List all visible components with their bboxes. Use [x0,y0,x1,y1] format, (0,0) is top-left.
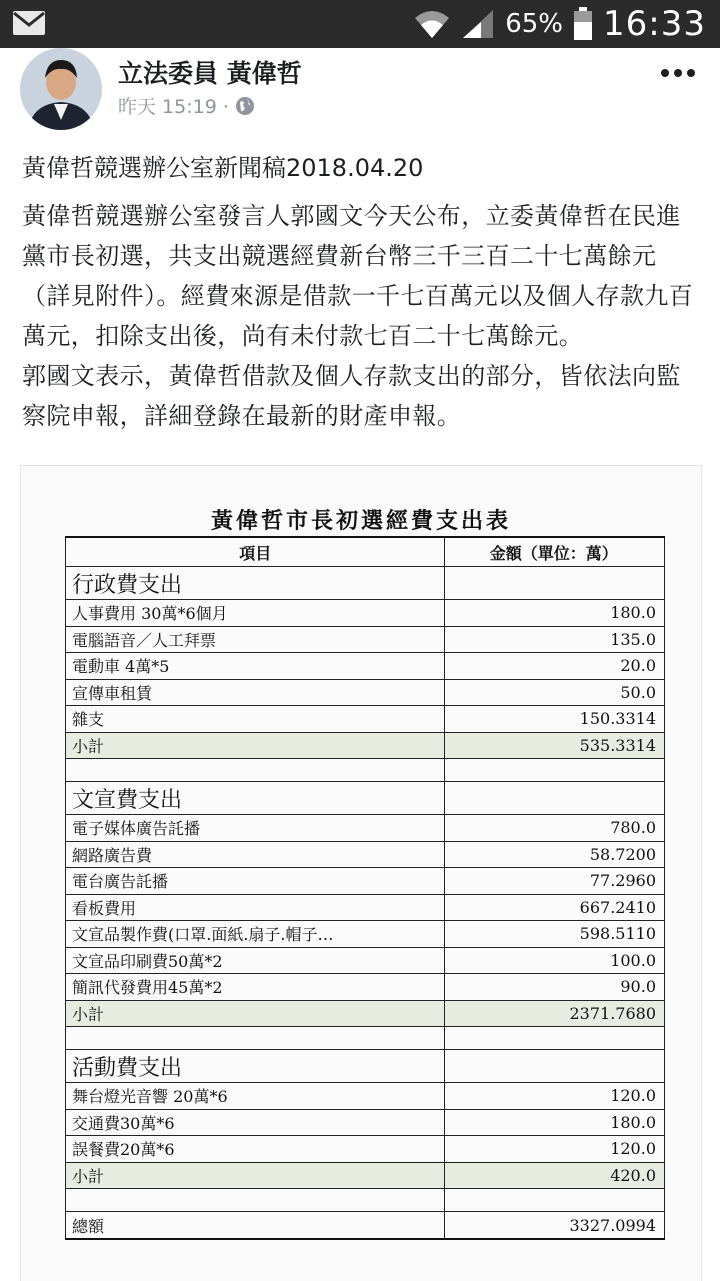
post-paragraph: 郭國文表示，黃偉哲借款及個人存款支出的部分，皆依法向監察院申報，詳細登錄在最新的財產申報。 [22,362,681,430]
spacer-row [66,759,665,782]
section-heading: 行政費支出 [66,567,445,600]
section-heading-row [66,782,665,815]
subtotal-label: 小計 [66,732,445,759]
email-notification-icon [12,10,46,36]
spacer-row [66,1189,665,1212]
row-amount: 780.0 [445,815,665,842]
row-amount: 120.0 [445,1083,665,1110]
spacer-row [66,1027,665,1050]
table-row [66,868,665,895]
table-row [66,974,665,1001]
table-row [66,626,665,653]
post-header [0,48,720,136]
post-paragraph: 黃偉哲競選辦公室發言人郭國文今天公布，立委黃偉哲在民進黨市長初選，共支出競選經費新台幣三千三百二十七萬餘元（詳見附件）。經費來源是借款一千七百萬元以及個人存款九百萬元，扣除支出後，尚有未付款七百二十七萬餘元。 [22,202,694,350]
wifi-icon [413,8,451,40]
table-row [66,679,665,706]
battery-icon [573,7,593,41]
row-item: 交通費30萬*6 [66,1109,445,1136]
row-amount: 180.0 [445,1109,665,1136]
author-name[interactable]: 立法委員 黃偉哲 [118,59,302,88]
total-row [66,1212,665,1240]
table-row [66,1083,665,1110]
section-heading-row [66,1050,665,1083]
column-header-amount: 金額（單位：萬） [445,537,665,567]
avatar-portrait-icon [20,48,102,130]
sheet-title: 黃偉哲市長初選經費支出表 [210,508,511,534]
table-row [66,815,665,842]
row-amount: 77.2960 [445,868,665,895]
clock: 16:33 [603,4,706,44]
row-item: 看板費用 [66,894,445,921]
subtotal-label: 小計 [66,1162,445,1189]
globe-icon [235,96,255,116]
row-item: 舞台燈光音響 20萬*6 [66,1083,445,1110]
row-amount: 120.0 [445,1136,665,1163]
row-item: 簡訊代發費用45萬*2 [66,974,445,1001]
row-amount: 598.5110 [445,921,665,948]
row-item: 電動車 4萬*5 [66,653,445,680]
table-header-row [66,537,665,567]
section-heading-row [66,567,665,600]
table-row [66,921,665,948]
row-item: 人事費用 30萬*6個月 [66,600,445,627]
table-row [66,600,665,627]
subtotal-label: 小計 [66,1000,445,1027]
row-amount: 667.2410 [445,894,665,921]
table-row [66,1136,665,1163]
subtotal-row [66,1000,665,1027]
subtotal-row [66,1162,665,1189]
section-heading: 活動費支出 [66,1050,445,1083]
table-row [66,653,665,680]
total-label: 總額 [66,1212,445,1240]
post-body [22,196,702,436]
subtotal-amount: 2371.7680 [445,1000,665,1027]
post-meta [118,92,255,119]
table-row [66,841,665,868]
row-amount: 58.7200 [445,841,665,868]
more-options-icon[interactable] [658,58,698,88]
row-amount: 90.0 [445,974,665,1001]
author-avatar[interactable] [20,48,102,130]
row-amount: 20.0 [445,653,665,680]
row-amount: 150.3314 [445,706,665,733]
section-heading: 文宣費支出 [66,782,445,815]
signal-icon [461,8,495,40]
row-item: 網路廣告費 [66,841,445,868]
subtotal-amount: 420.0 [445,1162,665,1189]
subtotal-amount: 535.3314 [445,732,665,759]
row-item: 宣傳車租賃 [66,679,445,706]
table-row [66,894,665,921]
total-amount: 3327.0994 [445,1212,665,1240]
expense-table [65,536,665,1240]
row-item: 電腦語音／人工拜票 [66,626,445,653]
row-item: 誤餐費20萬*6 [66,1136,445,1163]
battery-percent: 65% [505,9,564,39]
subtotal-row [66,732,665,759]
row-item: 雜支 [66,706,445,733]
row-item: 電子媒体廣告託播 [66,815,445,842]
column-header-item: 項目 [66,537,445,567]
row-amount: 50.0 [445,679,665,706]
post-title: 黃偉哲競選辦公室新聞稿2018.04.20 [22,154,424,182]
table-row [66,947,665,974]
row-amount: 180.0 [445,600,665,627]
status-bar [0,0,720,48]
row-item: 文宣品製作費(口罩.面紙.扇子.帽子… [66,921,445,948]
row-amount: 135.0 [445,626,665,653]
post-timestamp[interactable]: 昨天 15:19 · [118,96,229,118]
row-amount: 100.0 [445,947,665,974]
attached-image[interactable] [20,465,702,1281]
row-item: 文宣品印刷費50萬*2 [66,947,445,974]
table-row [66,1109,665,1136]
table-row [66,706,665,733]
row-item: 電台廣告託播 [66,868,445,895]
